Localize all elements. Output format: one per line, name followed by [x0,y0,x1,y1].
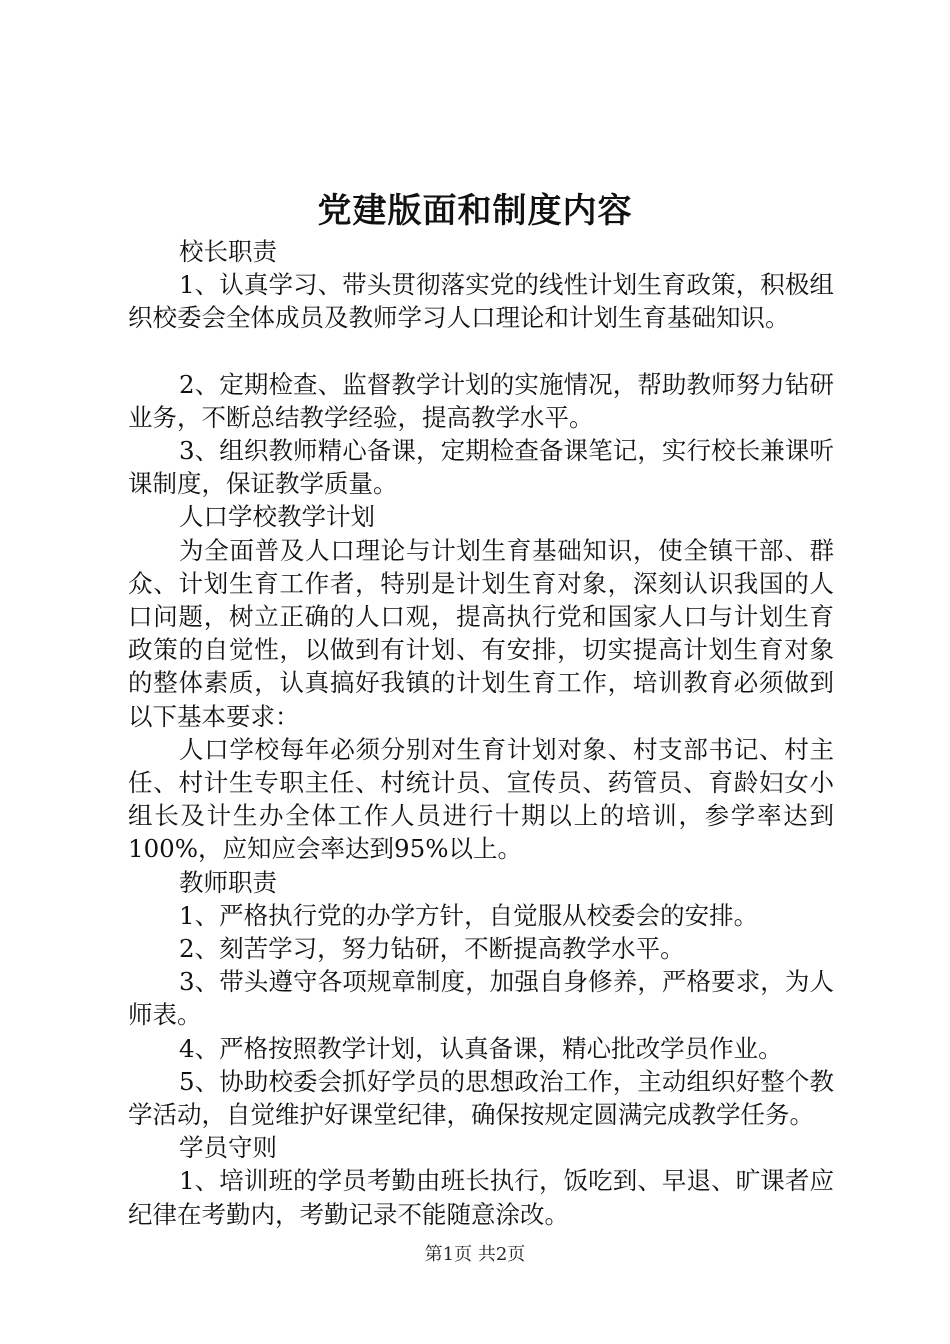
paragraph: 人口学校每年必须分别对生育计划对象、村支部书记、村主任、村计生专职主任、村统计员、宣传员、药管员、育龄妇女小组长及计生办全体工作人员进行十期以上的培训，参学率达到100%，应知应会率达到95%以上。 [128,734,834,864]
section-heading-student: 学员守则 [179,1133,277,1163]
paragraph: 2、定期检查、监督教学计划的实施情况，帮助教师努力钻研业务，不断总结教学经验，提高教学水平。 [128,369,834,432]
paragraph: 2、刻苦学习，努力钻研，不断提高教学水平。 [179,934,685,964]
section-heading-teacher: 教师职责 [179,867,277,897]
paragraph: 1、严格执行党的办学方针，自觉服从校委会的安排。 [179,900,759,930]
paragraph: 1、认真学习、带头贯彻落实党的线性计划生育政策，积极组织校委会全体成员及教师学习人口理论和计划生育基础知识。 [128,270,834,333]
paragraph: 为全面普及人口理论与计划生育基础知识，使全镇干部、群众、计划生育工作者，特别是计划生育对象，深刻认识我国的人口问题，树立正确的人口观，提高执行党和国家人口与计划生育政策的自觉性，以做到有计划、有安排，切实提高计划生育对象的整体素质，认真搞好我镇的计划生育工作，培训教育必须做到以下基本要求： [128,535,834,731]
paragraph: 1、培训班的学员考勤由班长执行，饭吃到、早退、旷课者应纪律在考勤内，考勤记录不能随意涂改。 [128,1166,834,1229]
page-footer: 第1页 共2页 [424,1244,526,1265]
document-title: 党建版面和制度内容 [317,191,633,231]
paragraph: 3、带头遵守各项规章制度，加强自身修养，严格要求，为人师表。 [128,967,834,1030]
section-heading-population-school: 人口学校教学计划 [179,502,375,532]
paragraph: 4、严格按照教学计划，认真备课，精心批改学员作业。 [179,1033,783,1063]
section-heading-principal: 校长职责 [179,237,277,266]
document-body [128,235,834,1231]
blank-line [128,335,834,368]
paragraph: 5、协助校委会抓好学员的思想政治工作，主动组织好整个教学活动，自觉维护好课堂纪律，确保按规定圆满完成教学任务。 [128,1066,834,1130]
paragraph: 3、组织教师精心备课，定期检查备课笔记，实行校长兼课听课制度，保证教学质量。 [128,436,834,499]
